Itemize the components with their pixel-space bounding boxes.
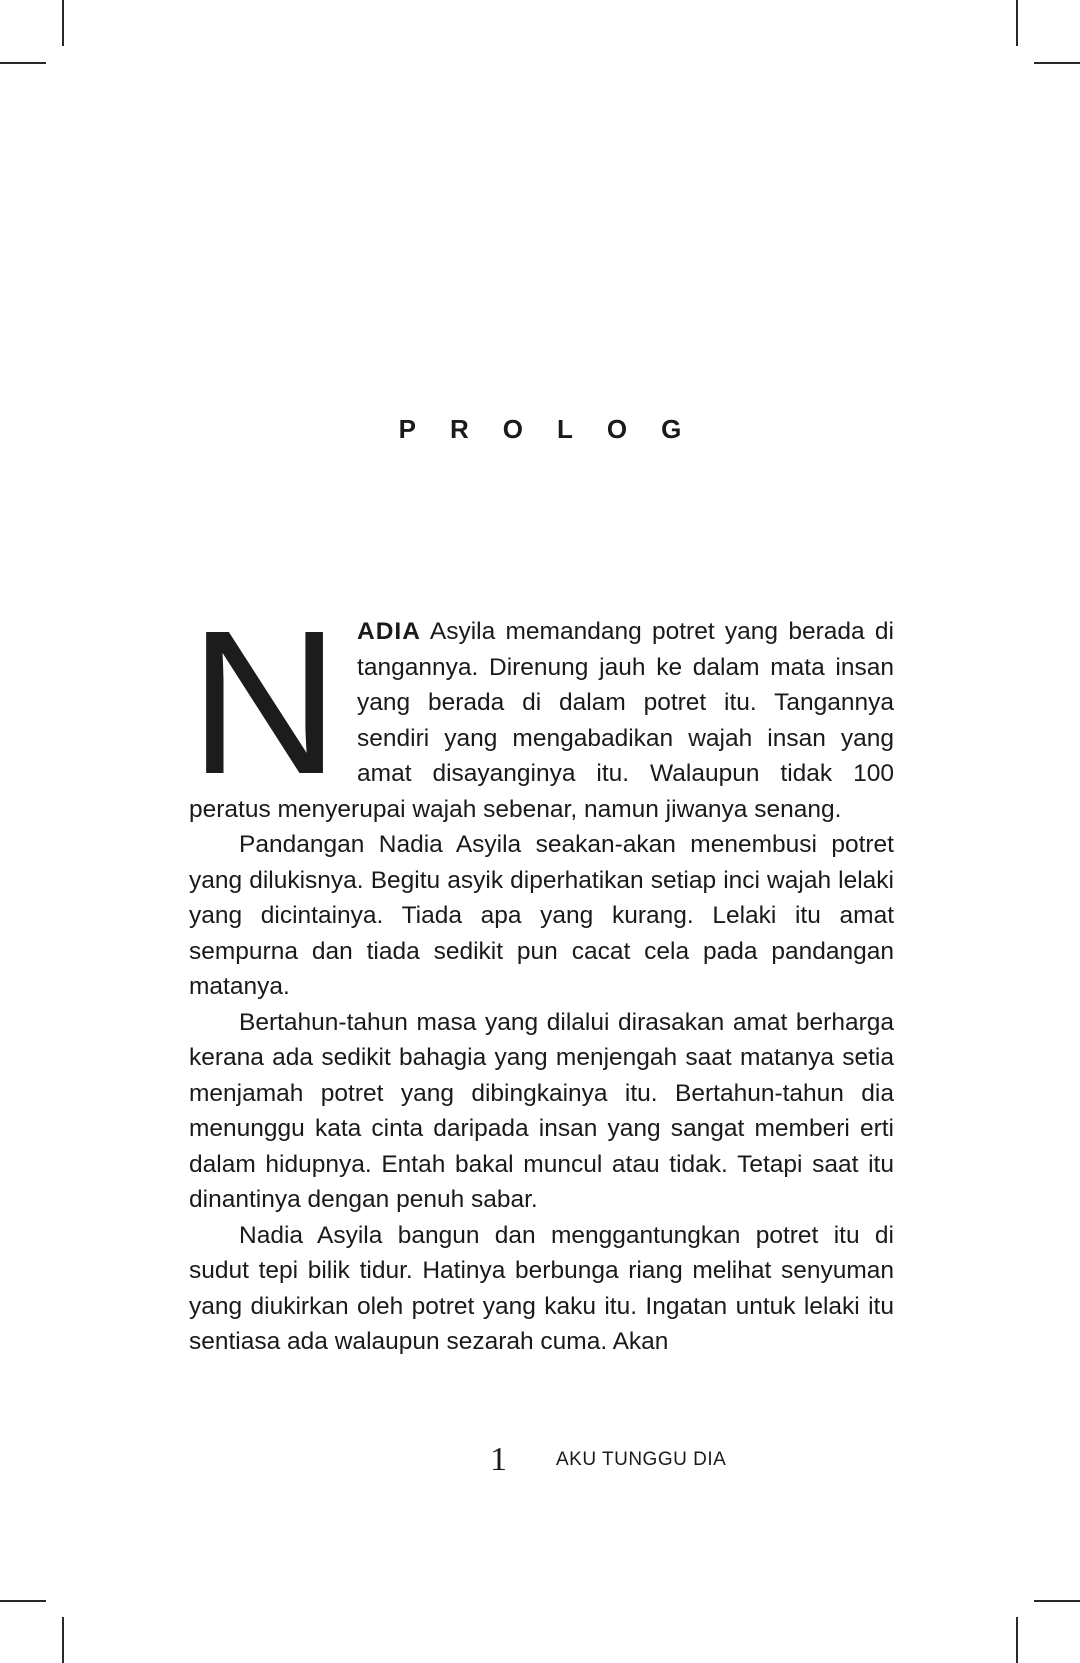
body-text bbox=[189, 588, 894, 1360]
running-title: AKU TUNGGU DIA bbox=[556, 1449, 727, 1470]
crop-mark-top-right-vertical bbox=[1016, 0, 1018, 46]
paragraph-2: Pandangan Nadia Asyila seakan-akan menembusi potret yang dilukisnya. Begitu asyik diperhatikan setiap inci wajah lelaki yang dicintainya. Tiada apa yang kurang. Lelaki itu amat sempurna dan tiada sedikit pun cacat cela pada pandangan matanya. bbox=[189, 831, 894, 1000]
page-number: 1 bbox=[490, 1441, 507, 1478]
crop-mark-bottom-left-vertical bbox=[62, 1617, 64, 1663]
page-footer bbox=[0, 1440, 1080, 1480]
crop-mark-bottom-left-horizontal bbox=[0, 1600, 46, 1602]
crop-mark-bottom-right-horizontal bbox=[1034, 1600, 1080, 1602]
lead-word: ADIA bbox=[357, 618, 421, 645]
chapter-title: PROLOG bbox=[398, 414, 716, 444]
crop-mark-bottom-right-vertical bbox=[1016, 1617, 1018, 1663]
paragraph-4: Nadia Asyila bangun dan menggantungkan potret itu di sudut tepi bilik tidur. Hatinya berbunga riang melihat senyuman yang diukirkan oleh potret yang kaku itu. Ingatan untuk lelaki itu sentiasa ada walaupun sezarah cuma. Akan bbox=[189, 1221, 894, 1355]
crop-mark-top-right-horizontal bbox=[1034, 62, 1080, 64]
crop-mark-top-left-horizontal bbox=[0, 62, 46, 64]
drop-cap: N bbox=[189, 588, 341, 817]
paragraph-1 bbox=[189, 588, 894, 827]
paragraph-1-text: Asyila memandang potret yang berada di tangannya. Direnung jauh ke dalam mata insan yang berada di dalam potret itu. Tangannya sendiri yang mengabadikan wajah insan yang amat disayanginya itu. Walaupun tidak 100 peratus menyerupai wajah sebenar, namun jiwanya senang. bbox=[189, 618, 894, 823]
crop-mark-top-left-vertical bbox=[62, 0, 64, 46]
paragraph-3: Bertahun-tahun masa yang dilalui dirasakan amat berharga kerana ada sedikit bahagia yang menjengah saat matanya setia menjamah potret yang dibingkainya itu. Bertahun-tahun dia menunggu kata cinta daripada insan yang sangat memberi erti dalam hidupnya. Entah bakal muncul atau tidak. Tetapi saat itu dinantinya dengan penuh sabar. bbox=[189, 1008, 894, 1213]
